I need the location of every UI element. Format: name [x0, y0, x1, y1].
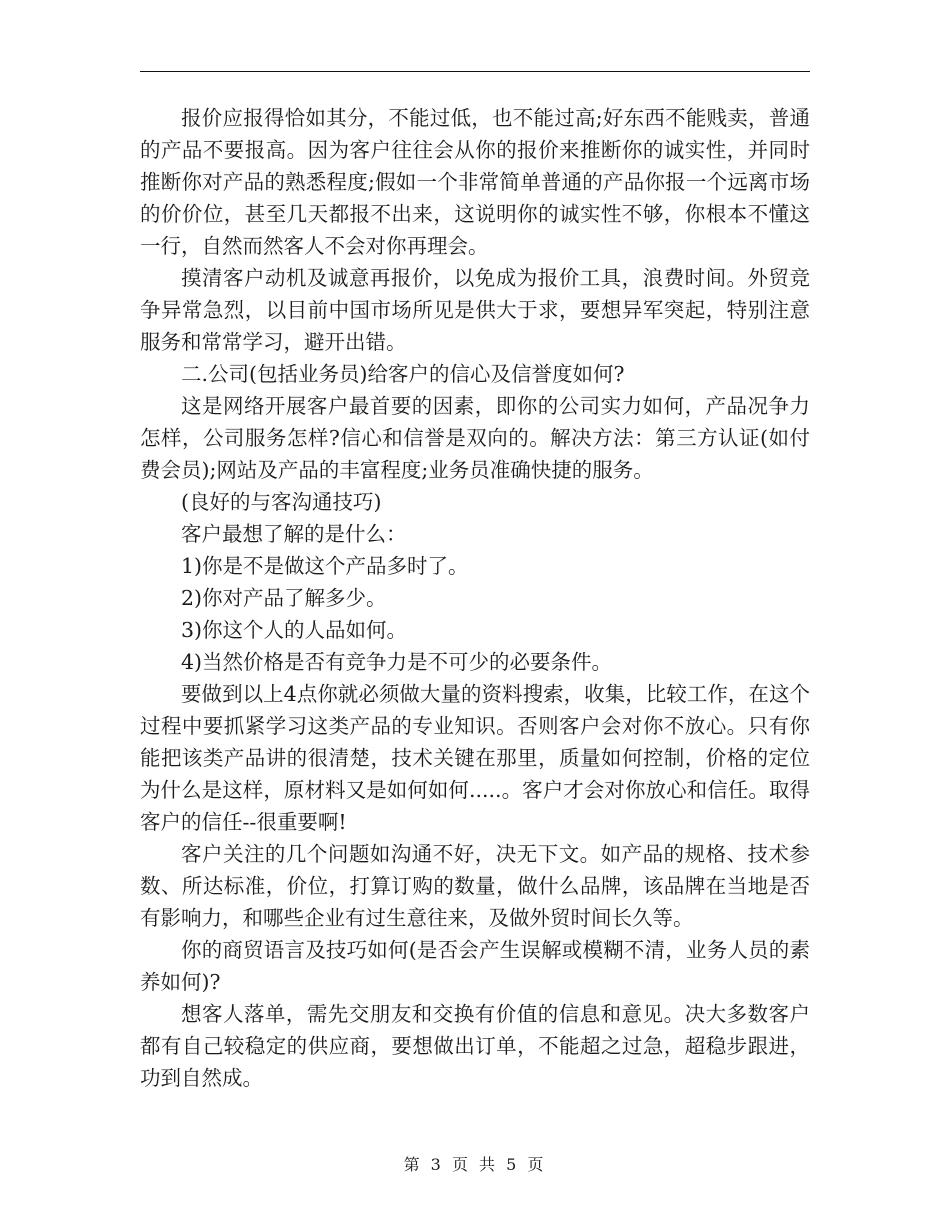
- paragraph: 客户关注的几个问题如沟通不好，决无下文。如产品的规格、技术参数、所达标准，价位，打算订购的数量，做什么品牌，该品牌在当地是否有影响力，和哪些企业有过生意往来，及做外贸时间长久等。: [140, 842, 810, 930]
- paragraph: 要做到以上4点你就必须做大量的资料搜索，收集，比较工作，在这个过程中要抓紧学习这类产品的专业知识。否则客户会对你不放心。只有你能把该类产品讲的很清楚，技术关键在那里，质量如何控制，价格的定位为什么是这样，原材料又是如何如何.....。客户才会对你放心和信任。取得客户的信任--很重要啊!: [140, 682, 810, 834]
- section-heading: 二.公司(包括业务员)给客户的信心及信誉度如何?: [181, 362, 625, 386]
- header-rule: [140, 71, 810, 72]
- paragraph: 想客人落单，需先交朋友和交换有价值的信息和意见。决大多数客户都有自己较稳定的供应商，要想做出订单，不能超之过急，超稳步跟进，功到自然成。: [140, 1002, 810, 1090]
- paragraph: 客户最想了解的是什么：: [181, 522, 407, 546]
- document-body: [140, 102, 810, 1094]
- list-item: 3)你这个人的人品如何。: [181, 618, 408, 642]
- list-item: 1)你是不是做这个产品多时了。: [181, 554, 469, 578]
- paragraph: 你的商贸语言及技巧如何(是否会产生误解或模糊不清，业务人员的素养如何)?: [140, 938, 810, 994]
- paragraph: 报价应报得恰如其分，不能过低，也不能过高;好东西不能贱卖，普通的产品不要报高。因为客户往往会从你的报价来推断你的诚实性，并同时推断你对产品的熟悉程度;假如一个非常简单普通的产品你报一个远离市场的价价位，甚至几天都报不出来，这说明你的诚实性不够，你根本不懂这一行，自然而然客人不会对你再理会。: [140, 106, 810, 258]
- subheading: (良好的与客沟通技巧): [181, 490, 382, 514]
- paragraph: 摸清客户动机及诚意再报价，以免成为报价工具，浪费时间。外贸竞争异常急烈，以目前中国市场所见是供大于求，要想异军突起，特别注意服务和常常学习，避开出错。: [140, 266, 810, 354]
- page-number-footer: 第 3 页 共 5 页: [403, 1155, 547, 1174]
- list-item: 2)你对产品了解多少。: [181, 586, 387, 610]
- list-item: 4)当然价格是否有竞争力是不可少的必要条件。: [181, 650, 613, 674]
- paragraph: 这是网络开展客户最首要的因素，即你的公司实力如何，产品况争力怎样，公司服务怎样?信心和信誉是双向的。解决方法：第三方认证(如付费会员);网站及产品的丰富程度;业务员准确快捷的服务。: [140, 394, 810, 482]
